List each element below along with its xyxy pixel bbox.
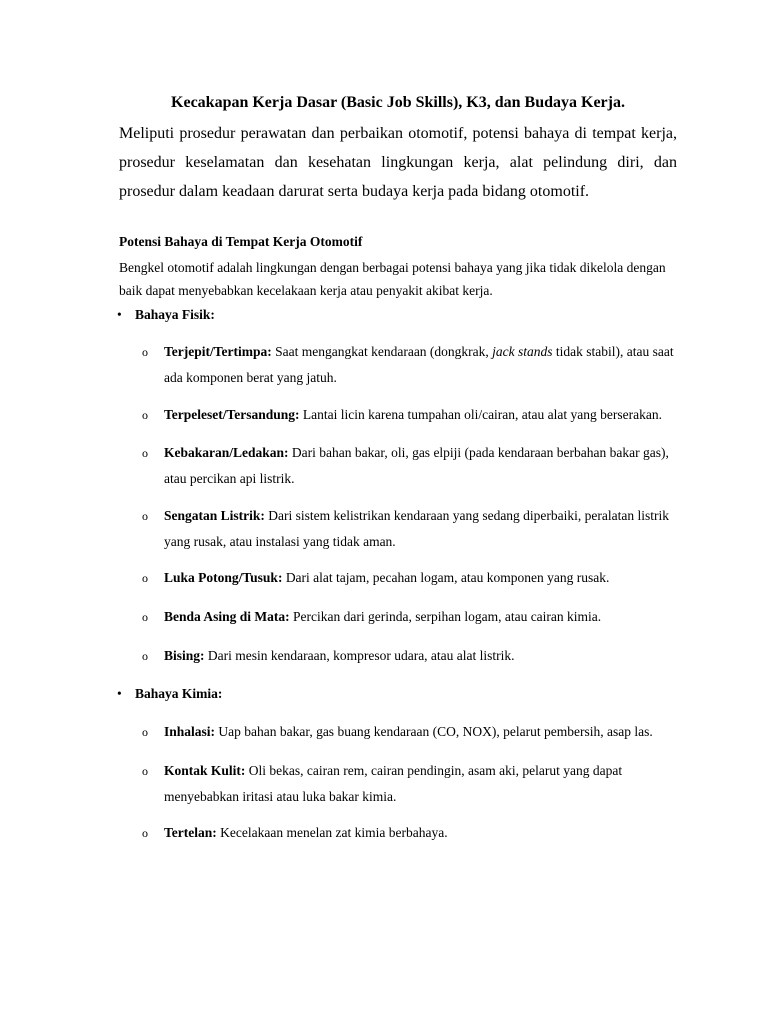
sub-marker: o xyxy=(142,649,148,663)
list-item xyxy=(142,402,682,428)
item-term: Kebakaran/Ledakan: xyxy=(164,445,289,460)
sub-marker: o xyxy=(142,826,148,840)
bullet-label: Bahaya Fisik: xyxy=(135,307,215,322)
list-item xyxy=(142,758,682,810)
item-term: Kontak Kulit: xyxy=(164,763,246,778)
item-text: Dari sistem kelistrikan kendaraan yang sedang diperbaiki, peralatan listrik yang rusak, atau instalasi yang tidak aman. xyxy=(164,508,670,549)
sub-marker: o xyxy=(142,408,148,422)
item-text: Lantai licin karena tumpahan oli/cairan, atau alat yang berserakan. xyxy=(299,407,662,422)
list-item xyxy=(142,643,682,669)
item-term: Benda Asing di Mata: xyxy=(164,609,290,624)
intro-paragraph: Meliputi prosedur perawatan dan perbaikan otomotif, potensi bahaya di tempat kerja, prosedur keselamatan dan kesehatan lingkungan kerja, alat pelindung diri, dan prosedur dalam keadaan darurat serta budaya kerja pada bidang otomotif. xyxy=(119,125,677,200)
item-text: Uap bahan bakar, gas buang kendaraan (CO, NOX), pelarut pembersih, asap las. xyxy=(215,724,653,739)
item-term: Bising: xyxy=(164,648,205,663)
item-text: Dari alat tajam, pecahan logam, atau komponen yang rusak. xyxy=(282,570,610,585)
item-term: Tertelan: xyxy=(164,825,217,840)
bullet-marker: • xyxy=(117,686,122,701)
item-italic-text: jack stands xyxy=(492,344,553,359)
sub-marker: o xyxy=(142,571,148,585)
item-term: Inhalasi: xyxy=(164,724,216,739)
section-intro-paragraph: Bengkel otomotif adalah lingkungan dengan berbagai potensi bahaya yang jika tidak dikelola dengan baik dapat menyebabkan kecelakaan kerja atau penyakit akibat kerja. xyxy=(119,260,666,298)
list-item xyxy=(142,565,682,591)
bullet-item-bahaya-kimia xyxy=(117,685,222,703)
item-text: Percikan dari gerinda, serpihan logam, atau cairan kimia. xyxy=(289,609,602,624)
item-text: Dari mesin kendaraan, kompresor udara, atau alat listrik. xyxy=(204,648,515,663)
list-item xyxy=(142,339,682,391)
section-heading: Potensi Bahaya di Tempat Kerja Otomotif xyxy=(119,234,363,249)
item-term: Terpeleset/Tersandung: xyxy=(164,407,300,422)
sub-marker: o xyxy=(142,764,148,778)
sub-marker: o xyxy=(142,345,148,359)
bullet-item-bahaya-fisik xyxy=(117,306,215,324)
list-item xyxy=(142,719,682,745)
item-term: Sengatan Listrik: xyxy=(164,508,265,523)
document-title: Kecakapan Kerja Dasar (Basic Job Skills), K3, dan Budaya Kerja. xyxy=(171,94,625,111)
list-item xyxy=(142,503,682,555)
item-text: Dari bahan bakar, oli, gas elpiji (pada kendaraan berbahan bakar gas), atau percikan api listrik. xyxy=(164,445,669,486)
list-item xyxy=(142,820,682,846)
item-term: Terjepit/Tertimpa: xyxy=(164,344,272,359)
sub-marker: o xyxy=(142,610,148,624)
item-text: Kecelakaan menelan zat kimia berbahaya. xyxy=(216,825,448,840)
list-item xyxy=(142,604,682,630)
item-text: Oli bekas, cairan rem, cairan pendingin, asam aki, pelarut yang dapat menyebabkan iritasi atau luka bakar kimia. xyxy=(164,763,623,804)
item-term: Luka Potong/Tusuk: xyxy=(164,570,283,585)
sub-marker: o xyxy=(142,509,148,523)
bullet-label: Bahaya Kimia: xyxy=(135,686,223,701)
sub-marker: o xyxy=(142,446,148,460)
sub-marker: o xyxy=(142,725,148,739)
item-text: Saat mengangkat kendaraan (dongkrak, xyxy=(271,344,493,359)
bullet-marker: • xyxy=(117,307,122,322)
item-text: tidak stabil), atau saat ada komponen berat yang jatuh. xyxy=(164,344,674,385)
list-item xyxy=(142,440,682,492)
